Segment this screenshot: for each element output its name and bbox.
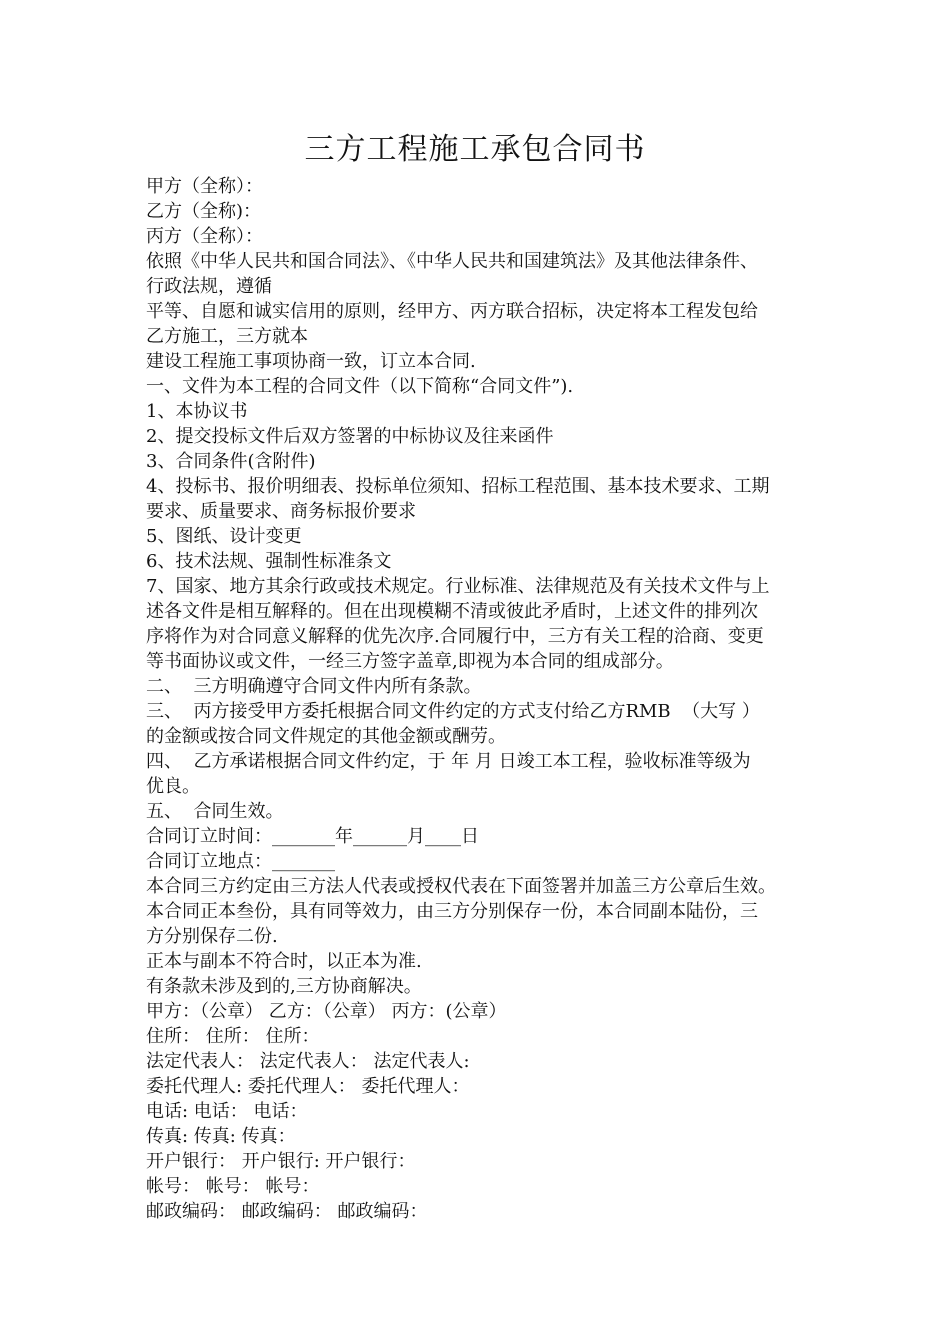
effect-text: 正本与副本不符合时，以正本为准. (146, 951, 422, 972)
party-c-line: 丙方（全称）： (146, 226, 263, 247)
clause-text: 的金额或按合同文件规定的其他金额或酬劳。 (146, 726, 506, 747)
effect-text: 有条款未涉及到的,三方协商解决。 (146, 976, 422, 997)
clause-item: 5、图纸、设计变更 (146, 526, 302, 547)
clause-item: 3、合同条件(含附件) (146, 451, 316, 472)
legal-rep-row: 法定代表人： 法定代表人： 法定代表人: (146, 1051, 470, 1072)
clause-heading: 四、 乙方承诺根据合同文件约定，于 年 月 日竣工本工程，验收标准等级为 (146, 751, 751, 772)
postcode-row: 邮政编码： 邮政编码： 邮政编码： (146, 1201, 428, 1222)
preamble-line: 依照《中华人民共和国合同法》、《中华人民共和国建筑法》及其他法律条件、 (146, 251, 758, 272)
preamble-line: 行政法规，遵循 (146, 276, 272, 297)
clause-item: 4、投标书、报价明细表、投标单位须知、招标工程范围、基本技术要求、工期 (146, 476, 770, 497)
preamble-line: 乙方施工，三方就本 (146, 326, 308, 347)
preamble-line: 平等、自愿和诚实信用的原则，经甲方、丙方联合招标，决定将本工程发包给 (146, 301, 758, 322)
clause-item: 序将作为对合同意义解释的优先次序.合同履行中，三方有关工程的洽商、变更 (146, 626, 764, 647)
account-row: 帐号： 帐号： 帐号： (146, 1176, 320, 1197)
seal-row: 甲方：（公章） 乙方：（公章） 丙方：(公章） (146, 1001, 507, 1022)
clause-item: 1、本协议书 (146, 401, 248, 422)
effect-text: 方分别保存二份. (146, 926, 278, 947)
clause-item: 2、提交投标文件后双方签署的中标协议及往来函件 (146, 426, 554, 447)
party-b-line: 乙方（全称)： (146, 201, 262, 222)
phone-row: 电话: 电话： 电话： (146, 1101, 308, 1122)
clause-item: 述各文件是相互解释的。但在出现模糊不清或彼此矛盾时，上述文件的排列次 (146, 601, 758, 622)
fax-row: 传真: 传真: 传真： (146, 1126, 296, 1147)
clause-item: 要求、质量要求、商务标报价要求 (146, 501, 416, 522)
clause-heading: 三、 丙方接受甲方委托根据合同文件约定的方式支付给乙方RMB （大写 ） (146, 701, 760, 722)
party-a-line: 甲方（全称）： (146, 176, 263, 197)
clause-heading: 二、 三方明确遵守合同文件内所有条款。 (146, 676, 482, 697)
clause-heading: 五、 合同生效。 (146, 801, 284, 822)
agent-row: 委托代理人: 委托代理人： 委托代理人： (146, 1076, 470, 1097)
clause-heading: 一、文件为本工程的合同文件（以下简称“合同文件”). (146, 376, 574, 397)
contract-body (146, 174, 816, 1224)
clause-item: 7、国家、地方其余行政或技术规定。行业标准、法律规范及有关技术文件与上 (146, 576, 770, 597)
address-row: 住所： 住所： 住所： (146, 1026, 320, 1047)
bank-row: 开户银行： 开户银行: 开户银行： (146, 1151, 416, 1172)
document-title: 三方工程施工承包合同书 (304, 132, 646, 167)
clause-text: 优良。 (146, 776, 200, 797)
clause-item: 等书面协议或文件，一经三方签字盖章,即视为本合同的组成部分。 (146, 651, 674, 672)
signing-place-line: 合同订立地点：_______ (146, 851, 335, 872)
effect-text: 本合同三方约定由三方法人代表或授权代表在下面签署并加盖三方公章后生效。 (146, 876, 776, 897)
effect-text: 本合同正本叁份，具有同等效力，由三方分别保存一份，本合同副本陆份，三 (146, 901, 758, 922)
clause-item: 6、技术法规、强制性标准条文 (146, 551, 392, 572)
signing-date-line: 合同订立时间：_______年______月____日 (146, 826, 479, 847)
preamble-line: 建设工程施工事项协商一致，订立本合同. (146, 351, 476, 372)
